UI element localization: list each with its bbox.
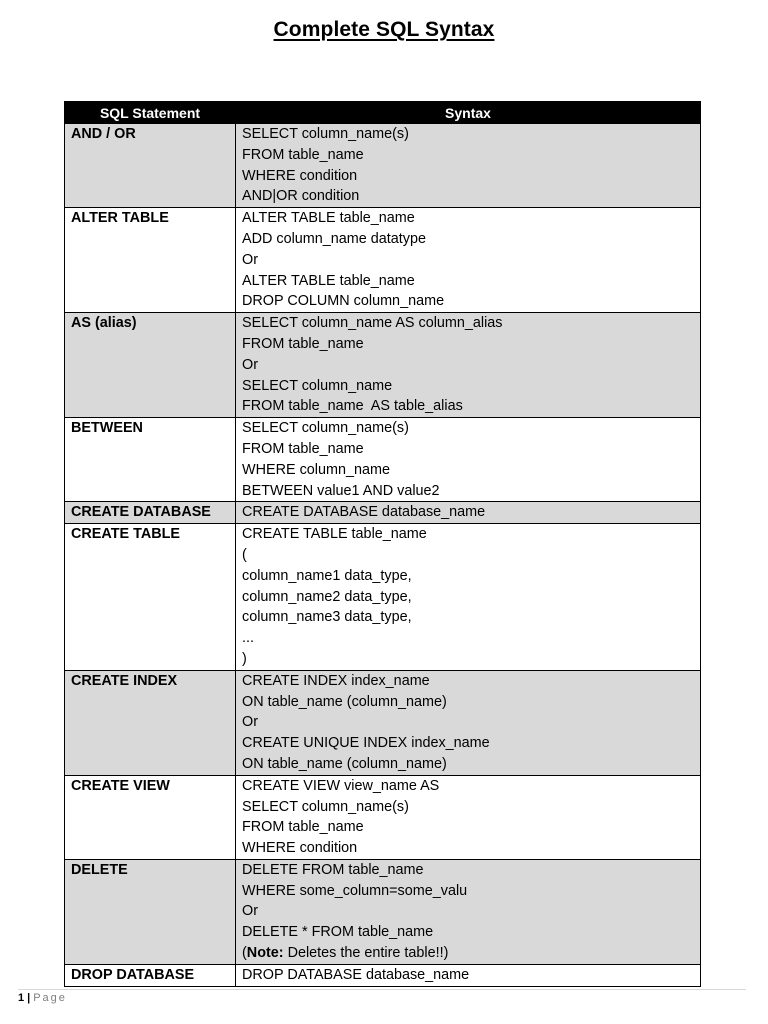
header-sql-statement: SQL Statement — [65, 102, 236, 124]
syntax-cell — [236, 124, 701, 208]
table-row — [65, 964, 701, 986]
syntax-line: Or — [242, 714, 258, 731]
table-row — [65, 124, 701, 208]
sql-statement-cell: CREATE DATABASE — [65, 502, 236, 524]
syntax-cell — [236, 418, 701, 502]
table-header-row — [65, 102, 701, 124]
syntax-line: DELETE * FROM table_name — [242, 924, 434, 941]
page-footer — [18, 992, 67, 1004]
sql-syntax-table — [64, 101, 701, 987]
sql-statement-cell: CREATE TABLE — [65, 524, 236, 671]
table-row — [65, 775, 701, 859]
syntax-line: column_name3 data_type, — [242, 609, 412, 626]
syntax-line: WHERE condition — [242, 167, 358, 184]
syntax-line: FROM table_name — [242, 146, 364, 163]
table-row — [65, 670, 701, 775]
sql-statement-cell: AS (alias) — [65, 313, 236, 418]
syntax-line: WHERE column_name — [242, 461, 390, 478]
syntax-line: DROP COLUMN column_name — [242, 293, 445, 310]
note-text: Deletes the entire table!!) — [283, 945, 449, 962]
sql-statement-cell: DELETE — [65, 859, 236, 964]
table-row — [65, 524, 701, 671]
syntax-line: CREATE UNIQUE INDEX index_name — [242, 735, 490, 752]
table-row — [65, 313, 701, 418]
syntax-cell — [236, 775, 701, 859]
page-title: Complete SQL Syntax — [273, 18, 495, 41]
note-label: Note: — [246, 945, 284, 962]
syntax-line: CREATE INDEX index_name — [242, 672, 430, 689]
syntax-line: WHERE condition — [242, 840, 358, 857]
syntax-line: ... — [242, 630, 254, 647]
syntax-line: CREATE DATABASE database_name — [242, 504, 486, 521]
syntax-line: FROM table_name AS table_alias — [242, 398, 463, 415]
syntax-line: SELECT column_name — [242, 377, 393, 394]
syntax-line: column_name1 data_type, — [242, 567, 412, 584]
header-syntax: Syntax — [236, 102, 701, 124]
syntax-line: Or — [242, 903, 258, 920]
syntax-line: Or — [242, 251, 258, 268]
syntax-line: SELECT column_name AS column_alias — [242, 315, 503, 332]
footer-separator: | — [27, 992, 31, 1004]
syntax-cell — [236, 670, 701, 775]
note-open-paren: ( — [242, 945, 247, 962]
syntax-line: FROM table_name — [242, 819, 364, 836]
page-label: Page — [33, 992, 67, 1004]
syntax-line: CREATE TABLE table_name — [242, 526, 427, 543]
sql-statement-cell: ALTER TABLE — [65, 208, 236, 313]
syntax-line: ADD column_name datatype — [242, 230, 426, 247]
syntax-line: CREATE VIEW view_name AS — [242, 777, 440, 794]
syntax-line: DROP DATABASE database_name — [242, 966, 470, 983]
syntax-line: ALTER TABLE table_name — [242, 210, 415, 227]
sql-statement-cell: BETWEEN — [65, 418, 236, 502]
sql-statement-cell: DROP DATABASE — [65, 964, 236, 986]
syntax-line: FROM table_name — [242, 335, 364, 352]
table-row — [65, 859, 701, 964]
syntax-line: SELECT column_name(s) — [242, 420, 409, 437]
syntax-line: ALTER TABLE table_name — [242, 272, 415, 289]
syntax-line: ON table_name (column_name) — [242, 693, 447, 710]
syntax-cell — [236, 964, 701, 986]
syntax-cell — [236, 502, 701, 524]
table-row — [65, 418, 701, 502]
sql-statement-cell: CREATE VIEW — [65, 775, 236, 859]
syntax-cell — [236, 313, 701, 418]
syntax-line: SELECT column_name(s) — [242, 798, 409, 815]
sql-statement-cell: CREATE INDEX — [65, 670, 236, 775]
footer-divider — [18, 989, 746, 990]
table-row — [65, 502, 701, 524]
syntax-cell — [236, 859, 701, 964]
syntax-line: AND|OR condition — [242, 188, 360, 205]
syntax-line: ) — [242, 650, 247, 667]
syntax-line: ( — [242, 546, 247, 563]
table-row — [65, 208, 701, 313]
syntax-line: column_name2 data_type, — [242, 588, 412, 605]
syntax-line: DELETE FROM table_name — [242, 861, 424, 878]
page-number: 1 — [18, 992, 25, 1004]
syntax-cell — [236, 208, 701, 313]
syntax-cell — [236, 524, 701, 671]
syntax-line: WHERE some_column=some_valu — [242, 882, 468, 899]
table-body — [65, 124, 701, 987]
syntax-note-line — [242, 943, 700, 964]
syntax-line: FROM table_name — [242, 440, 364, 457]
syntax-line: SELECT column_name(s) — [242, 126, 409, 142]
syntax-line: Or — [242, 356, 258, 373]
sql-statement-cell: AND / OR — [65, 124, 236, 208]
syntax-line: ON table_name (column_name) — [242, 755, 447, 772]
syntax-line: BETWEEN value1 AND value2 — [242, 482, 440, 499]
